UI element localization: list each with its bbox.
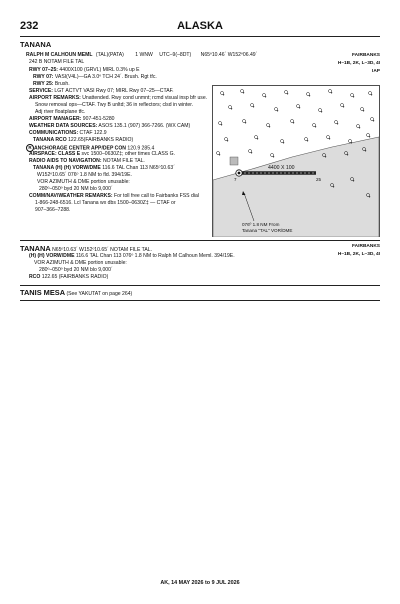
tree-dot-icon [321, 111, 322, 112]
tree-dot-icon [243, 92, 244, 93]
tanis-entry [20, 288, 132, 299]
tree-dot-icon [337, 123, 338, 124]
detail-label: SERVICE: [29, 88, 53, 94]
detail-line [35, 207, 70, 214]
detail-label: AIRPORT MANAGER: [29, 116, 82, 122]
detail-line [29, 88, 174, 95]
tree-dot-icon [315, 126, 316, 127]
vor-note-line-2: Tanana "TAL" VOR/DME [242, 228, 293, 233]
detail-line [35, 200, 176, 207]
vor-chart-list: H–1B, 2K, L–3D, 4I [337, 252, 380, 257]
detail-text: svc 1500–0630Z‡; other times CLASS G. [80, 151, 175, 157]
vor-detail-line [29, 274, 108, 281]
tree-dot-icon [269, 126, 270, 127]
vor-detail-label: RCO [29, 274, 41, 280]
vor-detail-text: 116.6 TAL Chan 113 076º 1.8 NM to Ralph M Calhoun Meml. 394/19E. [74, 253, 235, 259]
detail-line [29, 116, 115, 123]
detail-line [29, 130, 107, 137]
airport-distance: 1 WNW [135, 52, 153, 58]
tree-dot-icon [363, 110, 364, 111]
detail-label: COMMUNICATIONS: [29, 130, 79, 136]
detail-text: 4400X100 (GRVL) MIRL 0.3% up E [57, 67, 140, 73]
vor-detail-text: 122.65 (FAIRBANKS RADIO) [40, 274, 109, 280]
detail-text: 280º–050º byd 20 NM blo 9,000´ [39, 186, 113, 192]
section-rule-2 [20, 285, 380, 286]
tree-dot-icon [265, 96, 266, 97]
detail-line [33, 81, 70, 88]
detail-line [29, 193, 199, 200]
detail-line [33, 137, 133, 144]
state-title: ALASKA [177, 20, 223, 32]
tree-dot-icon [365, 150, 366, 151]
detail-line [29, 123, 190, 130]
detail-label: AIRSPACE: CLASS E [29, 151, 81, 157]
vor-city-name: TANANA [20, 244, 51, 253]
vor-detail-text: 280º–050º byd 20 NM blo 9,000´ [39, 267, 113, 273]
vor-detail-line [29, 253, 235, 260]
tree-dot-icon [333, 186, 334, 187]
detail-line [33, 74, 157, 81]
detail-text: Adj river floatplane tfc. [35, 109, 86, 115]
detail-label: TANANA RCO [33, 137, 67, 143]
chart-list: H–1B, 2K, L–3D, 4I [337, 61, 380, 66]
detail-text: Unattended. Rwy cond unmnt; rcmd visual insp bfr use. [80, 95, 208, 101]
detail-text: CTAF 122.9 [78, 130, 107, 136]
detail-text: VOR AZIMUTH & DME portion unusable: [37, 179, 130, 185]
detail-line [33, 165, 175, 172]
detail-text: VASI(V4L)—GA 3.0º TCH 24´. Brush. Rgt tfc. [53, 74, 157, 80]
tree-dot-icon [373, 120, 374, 121]
tree-dot-icon [287, 93, 288, 94]
radar-circle-icon: R [26, 144, 34, 152]
section-rule-3 [20, 300, 380, 301]
runway-num-east: 25 [316, 177, 322, 182]
tree-dot-icon [347, 154, 348, 155]
detail-text: LGT ACTVT VASI Rwy 07; MIRL Rwy 07–25—CTAF. [52, 88, 174, 94]
tree-dot-icon [227, 140, 228, 141]
detail-line [39, 186, 113, 193]
page-number: 232 [20, 20, 39, 32]
tree-dot-icon [231, 108, 232, 109]
tree-dot-icon [221, 124, 222, 125]
tree-dot-icon [369, 136, 370, 137]
footer-effective-dates: AK, 14 MAY 2026 to 9 JUL 2026 [160, 580, 240, 586]
tree-dot-icon [359, 127, 360, 128]
tree-dot-icon [353, 180, 354, 181]
tree-dot-icon [329, 138, 330, 139]
detail-label: COMM/NAV/WEATHER REMARKS: [29, 193, 113, 199]
tanis-note: (See YAKUTAT on page 264) [65, 291, 133, 297]
detail-line [35, 102, 193, 109]
vor-detail-text: VOR AZIMUTH & DME portion unusable: [34, 260, 127, 266]
vor-detail-line [34, 260, 127, 267]
detail-text: ASOS 135.1 (907) 366-7266. (WX CAM) [97, 123, 191, 129]
tree-dot-icon [251, 152, 252, 153]
city-name: TANANA [20, 40, 52, 49]
tree-dot-icon [253, 106, 254, 107]
iap-label: IAP [372, 69, 380, 74]
runway-label: 4400 X 100 [268, 165, 295, 171]
airport-line [26, 52, 257, 59]
tree-dot-icon [257, 138, 258, 139]
detail-line [37, 179, 130, 186]
detail-text: Snow removal ops—CTAF. Twy B unltd; 36 in reflectors; clsd in winter. [35, 102, 194, 108]
vor-note-line-1: 076º 1.8 NM From [242, 222, 280, 227]
header-rule [20, 36, 380, 37]
tree-dot-icon [353, 96, 354, 97]
beacon-icon [236, 170, 242, 176]
tanis-city-name: TANIS MESA [20, 288, 66, 297]
detail-text: For toll free call to Fairbanks FSS dial [112, 193, 199, 199]
detail-text: 116.6 TAL Chan 113 N65º10.63´ [100, 165, 175, 171]
airport-name: RALPH M CALHOUN MEML [26, 52, 93, 58]
detail-text: Brush. [53, 81, 70, 87]
detail-label: RWY 25: [33, 81, 54, 87]
detail-label: ANCHORAGE CENTER APP/DEP CON [34, 145, 126, 152]
detail-text: W152º10.65´ 076º 1.8 NM to fld. 394/19E. [37, 172, 132, 178]
tree-dot-icon [307, 140, 308, 141]
tree-dot-icon [371, 94, 372, 95]
detail-line [29, 158, 145, 165]
detail-label: RWY 07–25: [29, 67, 58, 73]
detail-label: RWY 07: [33, 74, 54, 80]
runway-num-west: 7 [234, 177, 237, 182]
detail-text: 120.9 285.4 [125, 145, 155, 152]
vor-center-name: FAIRBANKS [352, 244, 380, 249]
airport-ids: (TAL)(PATA) [95, 52, 124, 58]
tree-dot-icon [277, 110, 278, 111]
detail-text: 1-866-248-6516. Lcl Tanana wx dbs 1500–0630Z‡ — CTAF or [35, 200, 176, 206]
vor-detail-label: (H) (H) VORW/DME [29, 253, 75, 259]
detail-label: TANANA (H) (H) VORW/DME [33, 165, 101, 171]
tree-dot-icon [343, 106, 344, 107]
tree-dot-icon [223, 94, 224, 95]
vor-detail-line [39, 267, 113, 274]
vor-first-line: N65º10.63´ W152º10.65´ NOTAM FILE TAL. [50, 247, 153, 253]
detail-label: AIRPORT REMARKS: [29, 95, 81, 101]
section-rule-1 [20, 240, 380, 241]
detail-label: WEATHER DATA SOURCES: [29, 123, 98, 129]
detail-text: 907–366–7288. [35, 207, 71, 213]
center-name: FAIRBANKS [352, 53, 380, 58]
tree-dot-icon [219, 154, 220, 155]
tree-dot-icon [283, 142, 284, 143]
apron [230, 157, 238, 165]
tree-dot-icon [309, 95, 310, 96]
airport-coords: N65º10.46´ W152º06.49´ [200, 52, 258, 58]
tree-dot-icon [331, 92, 332, 93]
detail-text: 907-451-5280 [81, 116, 115, 122]
detail-line [37, 172, 132, 179]
detail-line [29, 95, 207, 102]
airport-diagram [212, 85, 380, 237]
detail-line [29, 151, 175, 158]
tree-dot-icon [299, 107, 300, 108]
detail-text: NOTAM FILE TAL. [101, 158, 145, 164]
airport-second-line: 242 B NOTAM FILE TAL [29, 59, 85, 65]
tree-dot-icon [245, 122, 246, 123]
airport-utc: UTC–9(–8DT) [159, 52, 192, 58]
tree-dot-icon [273, 156, 274, 157]
detail-line [35, 109, 85, 116]
detail-label: RADIO AIDS TO NAVIGATION: [29, 158, 102, 164]
tree-dot-icon [325, 156, 326, 157]
detail-text: 122.65(FAIRBANKS RADIO) [66, 137, 134, 143]
tree-dot-icon [351, 142, 352, 143]
tree-dot-icon [369, 196, 370, 197]
detail-line [29, 67, 140, 74]
tree-dot-icon [293, 122, 294, 123]
